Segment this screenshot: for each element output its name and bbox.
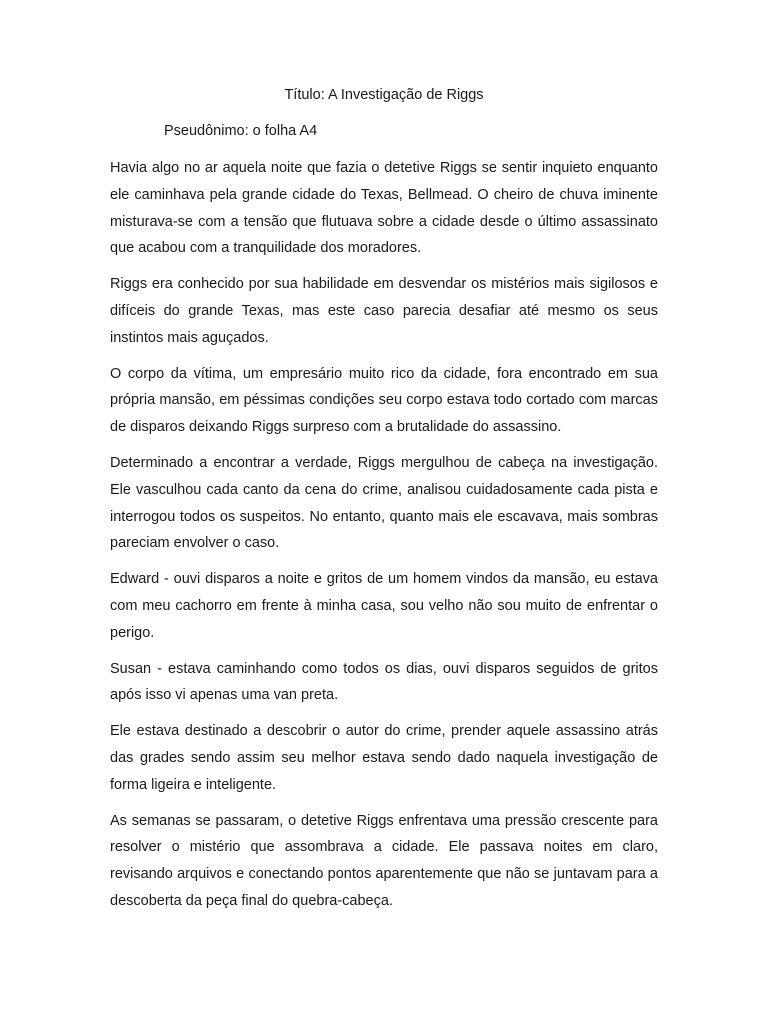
- paragraph: Riggs era conhecido por sua habilidade em desvendar os mistérios mais sigilosos e difíceis do grande Texas, mas este caso parecia desafiar até mesmo os seus instintos mais aguçados.: [110, 276, 658, 346]
- paragraph: Susan - estava caminhando como todos os dias, ouvi disparos seguidos de gritos após isso vi apenas uma van preta.: [110, 660, 658, 704]
- document-title: Título: A Investigação de Riggs: [284, 87, 484, 103]
- document-body: [110, 155, 658, 924]
- paragraph: O corpo da vítima, um empresário muito rico da cidade, fora encontrado em sua própria mansão, em péssimas condições seu corpo estava todo cortado com marcas de disparos deixando Riggs surpreso com a brutalidade do assassino.: [110, 365, 658, 436]
- paragraph: Havia algo no ar aquela noite que fazia o detetive Riggs se sentir inquieto enquanto ele caminhava pela grande cidade do Texas, Bellmead. O cheiro de chuva iminente misturava-se com a tensão que flutuava sobre a cidade desde o último assassinato que acabou com a tranquilidade dos moradores.: [110, 160, 658, 257]
- paragraph: As semanas se passaram, o detetive Riggs enfrentava uma pressão crescente para resolver o mistério que assombrava a cidade. Ele passava noites em claro, revisando arquivos e conectando pontos aparentemente que não se juntavam para a descoberta da peça final do quebra-cabeça.: [110, 812, 658, 909]
- paragraph: Edward - ouvi disparos a noite e gritos de um homem vindos da mansão, eu estava com meu cachorro em frente à minha casa, sou velho não sou muito de enfrentar o perigo.: [110, 571, 658, 641]
- document-pseudonym: Pseudônimo: o folha A4: [164, 123, 318, 139]
- paragraph: Determinado a encontrar a verdade, Riggs mergulhou de cabeça na investigação. Ele vasculhou cada canto da cena do crime, analisou cuidadosamente cada pista e interrogou todos os suspeitos. No entanto, quanto mais ele escavava, mais sombras pareciam envolver o caso.: [110, 454, 658, 552]
- paragraph: Ele estava destinado a descobrir o autor do crime, prender aquele assassino atrás das grades sendo assim seu melhor estava sendo dado naquela investigação de forma ligeira e inteligente.: [110, 723, 658, 793]
